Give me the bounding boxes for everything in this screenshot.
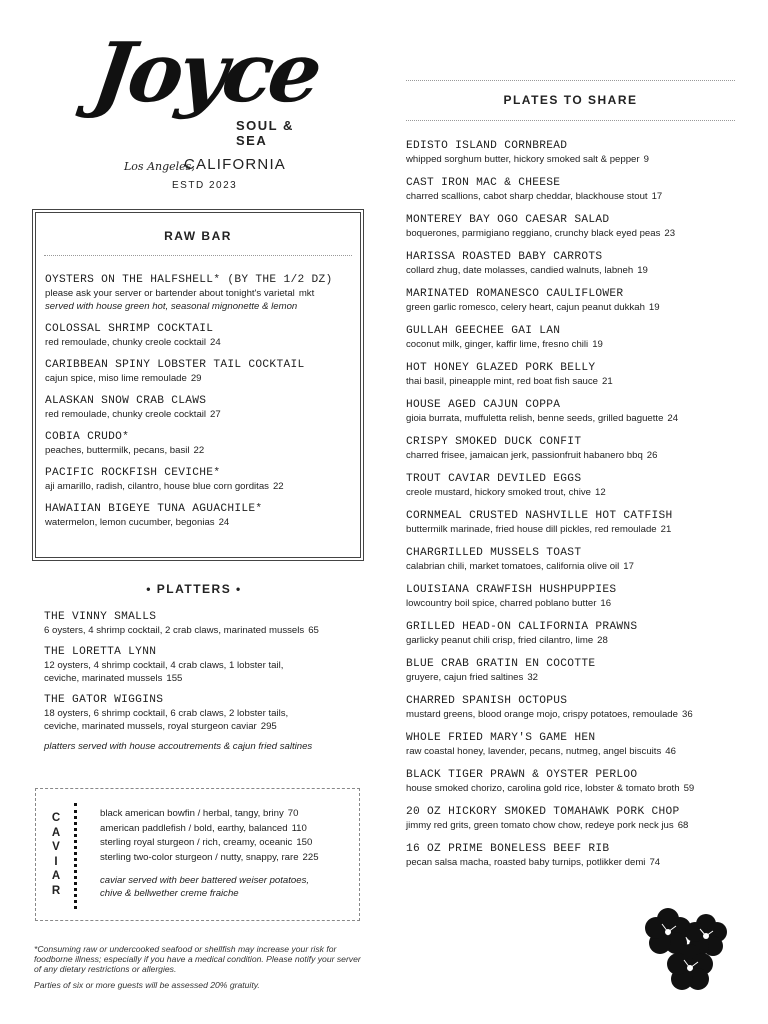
menu-item xyxy=(44,693,364,733)
gratuity-note: Parties of six or more guests will be assessed 20% gratuity. xyxy=(34,980,260,990)
logo-state: CALIFORNIA xyxy=(184,156,287,173)
item-price: 26 xyxy=(646,450,658,461)
item-name: EDISTO ISLAND CORNBREAD xyxy=(406,140,568,152)
item-price: 22 xyxy=(193,445,205,456)
item-desc-text: lowcountry boil spice, charred poblano butter xyxy=(406,598,597,609)
item-desc-line2 xyxy=(44,720,364,733)
dotted-divider xyxy=(74,803,77,909)
item-name: OYSTERS ON THE HALFSHELL* (BY THE 1/2 DZ) xyxy=(45,274,333,286)
item-desc-text: mustard greens, blood orange mojo, crispy potatoes, remoulade xyxy=(406,709,678,720)
raw-bar-list xyxy=(45,273,354,538)
item-price: 19 xyxy=(637,265,648,276)
raw-bar-title: RAW BAR xyxy=(164,229,232,243)
item-desc-text: collard zhug, date molasses, candied walnuts, labneh xyxy=(406,265,634,276)
item-name: THE GATOR WIGGINS xyxy=(44,694,164,706)
item-price: mkt xyxy=(298,288,315,299)
item-desc xyxy=(406,190,746,203)
plates-title: PLATES TO SHARE xyxy=(503,93,638,107)
raw-food-warning: *Consuming raw or undercooked seafood or shellfish may increase your risk for foodborne illness; especially if you have a medical condition. Please notify your server of any dietary restrictions or allergies. xyxy=(34,944,361,974)
menu-item xyxy=(406,657,746,684)
item-desc-text: ceviche, marinated mussels xyxy=(44,673,163,684)
item-price: 22 xyxy=(272,481,284,492)
item-price: 32 xyxy=(527,672,538,683)
item-desc xyxy=(45,408,354,421)
item-name: THE VINNY SMALLS xyxy=(44,611,157,623)
item-name: MARINATED ROMANESCO CAULIFLOWER xyxy=(406,288,624,300)
item-desc xyxy=(406,782,746,795)
item-price: 24 xyxy=(667,413,679,424)
item-desc xyxy=(406,227,746,240)
item-price: 21 xyxy=(602,376,613,387)
divider xyxy=(406,120,735,121)
item-name: CRISPY SMOKED DUCK CONFIT xyxy=(406,436,582,448)
item-desc xyxy=(406,745,746,758)
menu-item xyxy=(406,324,746,351)
item-desc xyxy=(406,412,746,425)
item-price: 225 xyxy=(302,851,319,863)
item-name: HOT HONEY GLAZED PORK BELLY xyxy=(406,362,596,374)
item-desc: 18 oysters, 6 shrimp cocktail, 6 crab claws, 2 lobster tails, xyxy=(44,708,289,719)
item-price: 19 xyxy=(648,302,660,313)
item-desc-text: ceviche, marinated mussels, royal sturgeon caviar xyxy=(44,721,257,732)
menu-item xyxy=(406,398,746,425)
item-name: CAST IRON MAC & CHEESE xyxy=(406,177,561,189)
item-desc xyxy=(45,516,354,529)
platters-note: platters served with house accoutrements & cajun fried saltines xyxy=(44,741,313,752)
item-name: HOUSE AGED CAJUN COPPA xyxy=(406,399,561,411)
item-name: 16 OZ PRIME BONELESS BEEF RIB xyxy=(406,843,610,855)
menu-item xyxy=(45,430,354,457)
menu-item xyxy=(45,322,354,349)
item-name: MONTEREY BAY OGO CAESAR SALAD xyxy=(406,214,610,226)
menu-item xyxy=(406,176,746,203)
platters-section xyxy=(44,582,364,752)
menu-item xyxy=(406,139,746,166)
caviar-letter: R xyxy=(51,884,61,897)
item-desc xyxy=(406,153,746,166)
item-desc: 12 oysters, 4 shrimp cocktail, 4 crab claws, 1 lobster tail, xyxy=(44,660,284,671)
menu-item xyxy=(406,620,746,647)
item-desc xyxy=(406,856,746,869)
caviar-note xyxy=(100,874,353,900)
item-desc xyxy=(45,444,354,457)
item-price: 70 xyxy=(287,808,299,819)
caviar-note-line: caviar served with beer battered weiser potatoes, xyxy=(100,875,310,886)
caviar-item xyxy=(100,836,353,851)
item-price: 9 xyxy=(643,154,649,165)
item-desc xyxy=(406,338,746,351)
item-price: 23 xyxy=(664,228,676,239)
menu-item xyxy=(45,273,354,313)
item-price: 24 xyxy=(210,337,221,348)
caviar-item xyxy=(100,807,353,822)
hibiscus-flower-icon xyxy=(640,902,738,994)
item-price: 65 xyxy=(308,625,319,636)
platters-title: • PLATTERS • xyxy=(146,582,242,596)
menu-item xyxy=(406,472,746,499)
menu-item xyxy=(45,358,354,385)
item-name: 20 OZ HICKORY SMOKED TOMAHAWK PORK CHOP xyxy=(406,806,680,818)
caviar-vertical-title xyxy=(50,811,62,898)
caviar-letter: A xyxy=(51,826,61,839)
menu-item xyxy=(44,645,364,685)
restaurant-logo xyxy=(87,25,324,192)
item-desc-text: thai basil, pineapple mint, red boat fish sauce xyxy=(406,376,598,387)
menu-item xyxy=(406,435,746,462)
item-desc-text: aji amarillo, radish, cilantro, house blue corn gorditas xyxy=(45,481,269,492)
item-desc xyxy=(45,336,354,349)
item-desc xyxy=(45,287,354,300)
item-price: 12 xyxy=(595,487,606,498)
menu-item xyxy=(44,610,364,637)
item-desc-text: watermelon, lemon cucumber, begonias xyxy=(45,517,215,528)
item-price: 27 xyxy=(210,409,221,420)
menu-item xyxy=(406,805,746,832)
item-desc-text: black american bowfin / herbal, tangy, briny xyxy=(100,808,284,819)
item-name: WHOLE FRIED MARY'S GAME HEN xyxy=(406,732,596,744)
item-name: BLACK TIGER PRAWN & OYSTER PERLOO xyxy=(406,769,638,781)
item-desc-text: red remoulade, chunky creole cocktail xyxy=(45,409,207,420)
item-desc-text: calabrian chili, market tomatoes, california olive oil xyxy=(406,561,620,572)
caviar-letter: A xyxy=(51,870,61,882)
item-desc-text: 6 oysters, 4 shrimp cocktail, 2 crab claws, marinated mussels xyxy=(44,625,305,636)
menu-item xyxy=(406,842,746,869)
item-price: 295 xyxy=(260,721,277,732)
item-desc-text: please ask your server or bartender about tonight's varietal xyxy=(45,288,295,299)
logo-city: Los Angeles, xyxy=(124,160,195,173)
item-name: GULLAH GEECHEE GAI LAN xyxy=(406,325,561,337)
plates-list xyxy=(406,139,746,879)
item-price: 21 xyxy=(660,524,672,535)
item-desc xyxy=(44,624,364,637)
item-price: 16 xyxy=(600,598,612,609)
menu-item xyxy=(45,466,354,493)
menu-item xyxy=(406,694,746,721)
item-desc xyxy=(406,560,746,573)
item-note: served with house green hot, seasonal mignonette & lemon xyxy=(45,301,298,312)
item-name: HARISSA ROASTED BABY CARROTS xyxy=(406,251,603,263)
item-desc-text: peaches, buttermilk, pecans, basil xyxy=(45,445,190,456)
item-desc xyxy=(406,449,746,462)
item-desc-text: red remoulade, chunky creole cocktail xyxy=(45,337,207,348)
menu-item xyxy=(406,768,746,795)
logo-wordmark: Joyce xyxy=(87,25,324,121)
item-desc-text: coconut milk, ginger, kaffir lime, fresno chili xyxy=(406,339,589,350)
item-price: 24 xyxy=(218,517,230,528)
item-desc xyxy=(406,301,746,314)
item-desc xyxy=(406,597,746,610)
item-desc-text: whipped sorghum butter, hickory smoked salt & pepper xyxy=(406,154,640,165)
item-desc-text: green garlic romesco, celery heart, cajun peanut dukkah xyxy=(406,302,645,313)
item-name: THE LORETTA LYNN xyxy=(44,646,157,658)
item-desc-text: jimmy red grits, green tomato chow chow, redeye pork neck jus xyxy=(406,820,674,831)
caviar-letter: I xyxy=(54,855,58,868)
disclaimer xyxy=(34,944,364,990)
menu-item xyxy=(406,213,746,240)
item-name: CORNMEAL CRUSTED NASHVILLE HOT CATFISH xyxy=(406,510,673,522)
item-name: COLOSSAL SHRIMP COCKTAIL xyxy=(45,323,214,335)
item-desc-text: buttermilk marinade, fried house dill pickles, red remoulade xyxy=(406,524,657,535)
item-desc xyxy=(406,819,746,832)
item-name: HAWAIIAN BIGEYE TUNA AGUACHILE* xyxy=(45,503,263,515)
item-desc-text: garlicky peanut chili crisp, fried cilantro, lime xyxy=(406,635,594,646)
raw-bar-section xyxy=(35,212,361,558)
divider xyxy=(44,255,352,256)
item-name: GRILLED HEAD-ON CALIFORNIA PRAWNS xyxy=(406,621,638,633)
item-name: TROUT CAVIAR DEVILED EGGS xyxy=(406,473,582,485)
item-name: CHARGRILLED MUSSELS TOAST xyxy=(406,547,582,559)
menu-item xyxy=(406,509,746,536)
item-price: 150 xyxy=(296,837,313,848)
item-desc-text: gioia burrata, muffuletta relish, benne seeds, grilled baguette xyxy=(406,413,664,424)
item-desc-text: gruyere, cajun fried saltines xyxy=(406,672,524,683)
caviar-list xyxy=(100,807,353,900)
menu-item xyxy=(406,583,746,610)
caviar-letter: V xyxy=(52,841,60,853)
item-desc-text: boquerones, parmigiano reggiano, crunchy black eyed peas xyxy=(406,228,661,239)
item-name: COBIA CRUDO* xyxy=(45,431,130,443)
item-price: 59 xyxy=(683,783,695,794)
item-desc-text: house smoked chorizo, carolina gold rice, lobster & tomato broth xyxy=(406,783,680,794)
item-desc-text: charred frisee, jamaican jerk, passionfruit habanero bbq xyxy=(406,450,643,461)
item-desc xyxy=(45,372,354,385)
item-desc-text: cajun spice, miso lime remoulade xyxy=(45,373,187,384)
item-desc-text: sterling royal sturgeon / rich, creamy, oceanic xyxy=(100,837,293,848)
item-desc xyxy=(406,486,746,499)
item-desc xyxy=(406,708,746,721)
menu-item xyxy=(45,394,354,421)
menu-item xyxy=(406,731,746,758)
caviar-note-line: chive & bellwether creme fraiche xyxy=(100,888,239,899)
item-price: 19 xyxy=(592,339,603,350)
item-name: CARIBBEAN SPINY LOBSTER TAIL COCKTAIL xyxy=(45,359,305,371)
item-desc xyxy=(406,634,746,647)
item-desc-text: sterling two-color sturgeon / nutty, snappy, rare xyxy=(100,851,299,863)
menu-item xyxy=(406,546,746,573)
item-desc xyxy=(406,375,746,388)
menu-item xyxy=(45,502,354,529)
item-desc-text: charred scallions, cabot sharp cheddar, blackhouse stout xyxy=(406,191,648,202)
item-desc xyxy=(406,671,746,684)
menu-item xyxy=(406,250,746,277)
caviar-item xyxy=(100,822,353,837)
item-name: BLUE CRAB GRATIN EN COCOTTE xyxy=(406,658,596,670)
divider xyxy=(406,80,735,81)
item-desc xyxy=(406,523,746,536)
item-price: 29 xyxy=(190,373,202,384)
item-price: 68 xyxy=(677,820,689,831)
caviar-item xyxy=(100,851,353,866)
item-price: 17 xyxy=(651,191,663,202)
item-desc xyxy=(406,264,746,277)
item-name: LOUISIANA CRAWFISH HUSHPUPPIES xyxy=(406,584,617,596)
item-desc xyxy=(45,480,354,493)
caviar-letter: C xyxy=(51,812,61,824)
item-desc-text: creole mustard, hickory smoked trout, chive xyxy=(406,487,592,498)
menu-item xyxy=(406,287,746,314)
item-price: 74 xyxy=(649,857,661,868)
menu-item xyxy=(406,361,746,388)
item-desc-text: raw coastal honey, lavender, pecans, nutmeg, angel biscuits xyxy=(406,746,662,757)
item-price: 110 xyxy=(291,822,307,834)
item-price: 36 xyxy=(681,709,693,720)
item-desc-line2 xyxy=(44,672,364,685)
caviar-section xyxy=(35,788,360,921)
item-desc-text: pecan salsa macha, roasted baby turnips, potlikker demi xyxy=(406,857,646,868)
item-desc-text: american paddlefish / bold, earthy, balanced xyxy=(100,822,288,834)
item-name: PACIFIC ROCKFISH CEVICHE* xyxy=(45,467,221,479)
item-price: 28 xyxy=(597,635,608,646)
item-price: 46 xyxy=(665,746,676,757)
item-name: ALASKAN SNOW CRAB CLAWS xyxy=(45,395,207,407)
item-price: 17 xyxy=(623,561,634,572)
item-name: CHARRED SPANISH OCTOPUS xyxy=(406,695,568,707)
logo-established: ESTD 2023 xyxy=(172,180,238,191)
item-price: 155 xyxy=(166,673,183,684)
logo-tagline: SOUL & SEA xyxy=(236,118,294,148)
